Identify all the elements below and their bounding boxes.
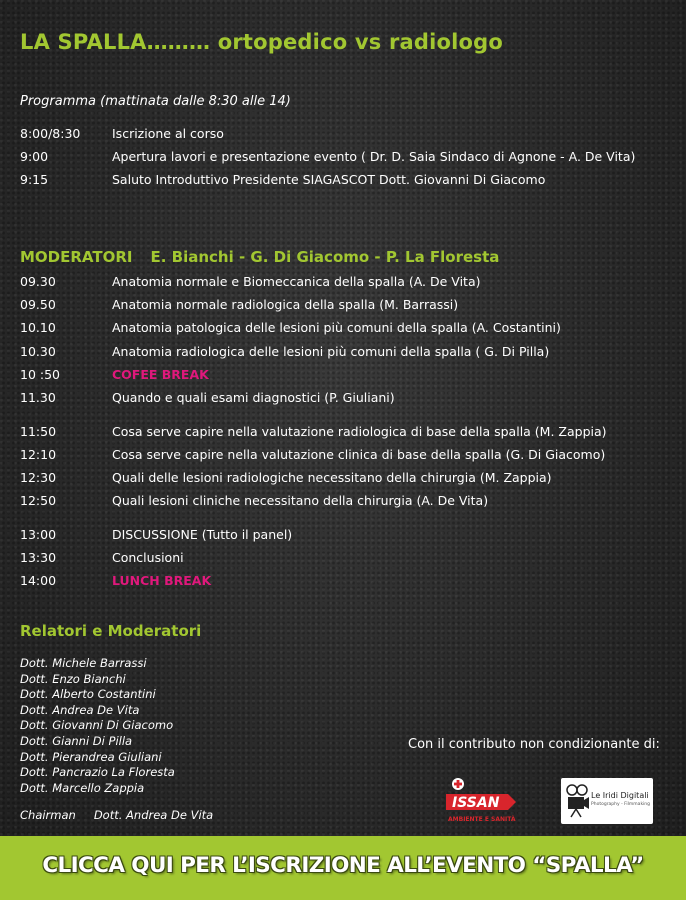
schedule-text: Anatomia normale radiologica della spalla (M. Barrassi) [112,297,459,312]
schedule-time: 10.10 [20,320,56,335]
issan-tagline: AMBIENTE E SANITÀ [448,816,516,823]
speakers-list [20,656,175,796]
schedule-time: 8:00/8:30 [20,126,81,141]
schedule-text: Iscrizione al corso [112,126,224,141]
moderators-heading [20,248,499,266]
speaker-name: Dott. Pierandrea Giuliani [20,749,162,764]
event-title: LA SPALLA……… ortopedico vs radiologo [20,30,504,54]
schedule-time: 14:00 [20,573,57,588]
film-camera-icon [565,784,589,818]
schedule-text: Cosa serve capire nella valutazione radiologica di base della spalla (M. Zappia) [112,424,607,439]
schedule-time: 11:50 [20,424,57,439]
program-subtitle: Programma (mattinata dalle 8:30 alle 14) [20,94,291,109]
schedule-text: Apertura lavori e presentazione evento ( Dr. D. Saia Sindaco di Agnone - A. De Vita) [112,149,636,164]
iridi-digitali-logo[interactable] [561,778,653,824]
schedule-text: Anatomia patologica delle lesioni più comuni della spalla (A. Costantini) [112,320,561,335]
registration-banner[interactable] [0,836,686,900]
issan-name: ISSAN [452,795,500,811]
schedule-text: Quando e quali esami diagnostici (P. Giuliani) [112,390,395,405]
schedule-time: 12:10 [20,447,57,462]
registration-link[interactable]: CLICCA QUI PER L’ISCRIZIONE ALL’EVENTO “SPALLA” [42,853,644,878]
lunch-break-label: LUNCH BREAK [112,573,212,588]
speaker-name: Dott. Andrea De Vita [20,702,140,717]
schedule-time: 13:30 [20,550,57,565]
chairman-label: Chairman [20,808,76,822]
chairman-name: Dott. Andrea De Vita [93,808,214,822]
speaker-name: Dott. Marcello Zappia [20,780,145,795]
speaker-name: Dott. Michele Barrassi [20,656,147,670]
schedule-text: Anatomia normale e Biomeccanica della spalla (A. De Vita) [112,274,481,289]
moderators-label: MODERATORI [20,248,133,266]
speaker-name: Dott. Alberto Costantini [20,687,156,702]
speaker-name: Dott. Enzo Bianchi [20,671,126,686]
schedule-time: 09.50 [20,297,56,312]
issan-logo[interactable] [444,774,518,826]
speaker-name: Dott. Pancrazio La Floresta [20,765,175,780]
speakers-heading: Relatori e Moderatori [20,622,202,640]
coffee-break-label: COFEE BREAK [112,367,209,382]
schedule-time: 13:00 [20,527,57,542]
schedule-text: Quali delle lesioni radiologiche necessitano della chirurgia (M. Zappia) [112,470,552,485]
schedule-time: 10.30 [20,344,56,359]
chairman-line [20,808,213,822]
schedule-time: 11.30 [20,390,56,405]
moderators-names: E. Bianchi - G. Di Giacomo - P. La Floresta [150,248,500,266]
schedule-time: 9:15 [20,172,49,187]
schedule-time: 09.30 [20,274,56,289]
iridi-tagline: Photography - Filmmaking [591,802,651,807]
schedule-text: Conclusioni [112,550,184,565]
iridi-name: Le Iridi Digitali [591,791,649,800]
schedule-time: 9:00 [20,149,49,164]
sponsor-caption: Con il contributo non condizionante di: [408,737,660,752]
schedule-text: Cosa serve capire nella valutazione clinica di base della spalla (G. Di Giacomo) [112,447,606,462]
schedule-time: 12:50 [20,493,57,508]
schedule-time: 10 :50 [20,367,60,382]
speaker-name: Dott. Gianni Di Pilla [20,733,133,748]
schedule-text: Anatomia radiologica delle lesioni più comuni della spalla ( G. Di Pilla) [112,344,550,359]
schedule-text: Saluto Introduttivo Presidente SIAGASCOT Dott. Giovanni Di Giacomo [112,172,546,187]
schedule-text: DISCUSSIONE (Tutto il panel) [112,527,293,542]
schedule-text: Quali lesioni cliniche necessitano della chirurgia (A. De Vita) [112,493,489,508]
schedule-time: 12:30 [20,470,57,485]
speaker-name: Dott. Giovanni Di Giacomo [20,718,174,733]
